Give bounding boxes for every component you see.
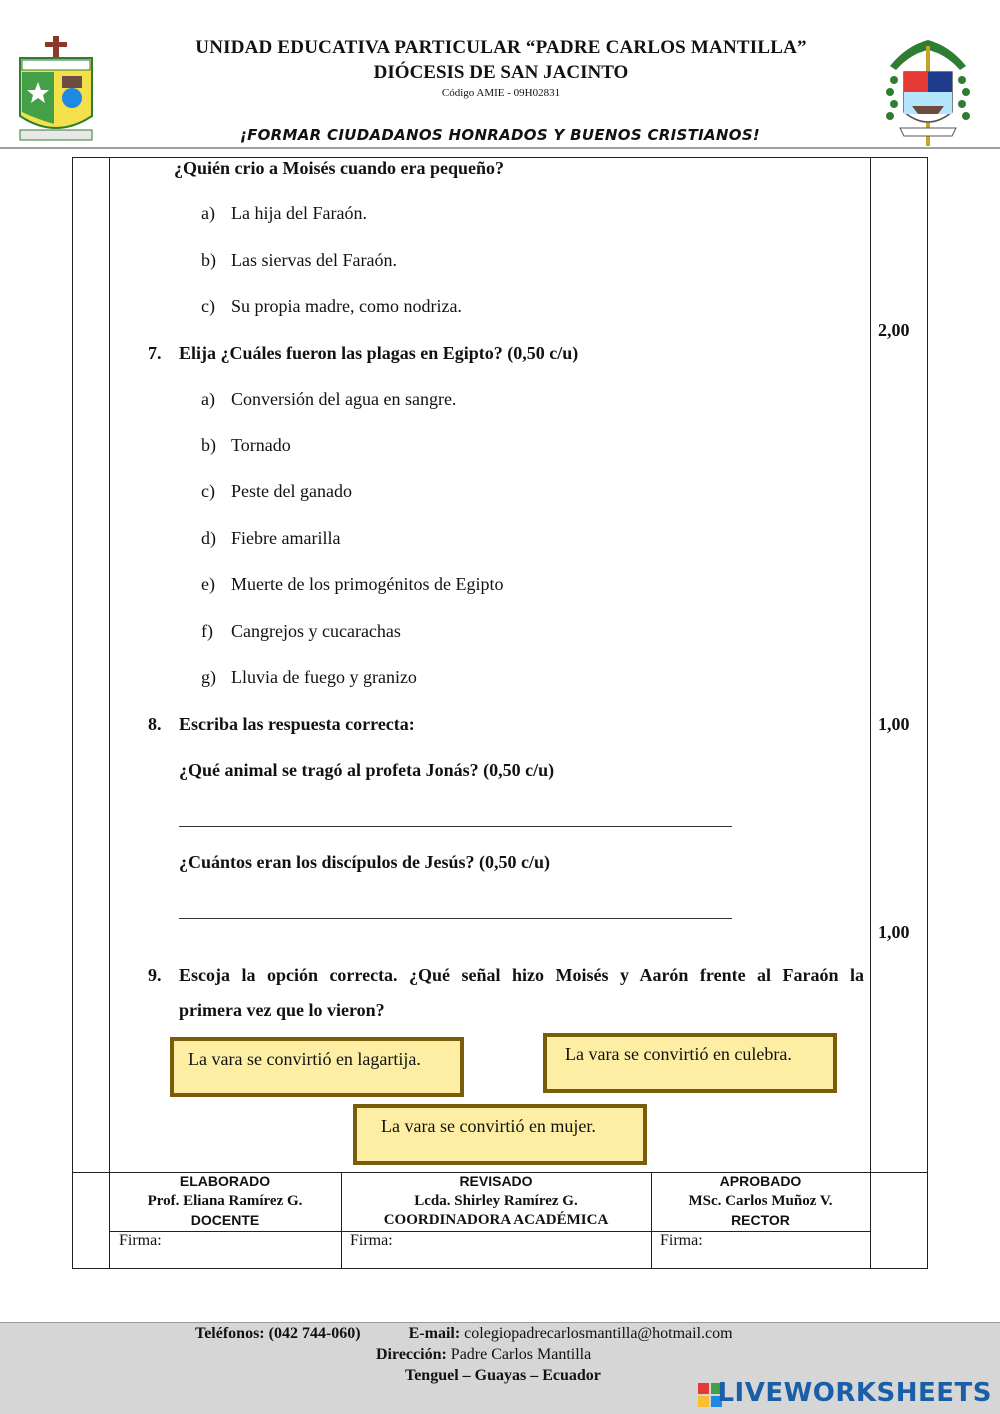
phone-label: Teléfonos: (195, 1325, 265, 1342)
question-body: Elija ¿Cuáles fueron las plagas en Egipto? (0,50 c/u) (179, 343, 579, 363)
table-border-right (927, 157, 928, 1269)
address-label: Dirección: (376, 1346, 447, 1363)
school-crest-left (14, 36, 98, 146)
q7-option-f[interactable] (201, 621, 401, 642)
option-letter: a) (201, 389, 215, 409)
question-body: Escoja la opción correcta. ¿Qué señal hizo Moisés y Aarón frente al Faraón la (179, 965, 864, 985)
choice-mujer[interactable]: La vara se convirtió en mujer. (353, 1104, 647, 1165)
option-letter: b) (201, 435, 216, 455)
option-text: Las siervas del Faraón. (231, 250, 397, 270)
option-letter: d) (201, 528, 216, 548)
option-text: Cangrejos y cucarachas (231, 621, 401, 641)
firma-label-aprobado: Firma: (660, 1232, 703, 1249)
diocese-crest-right (880, 36, 976, 148)
option-text: Fiebre amarilla (231, 528, 341, 548)
option-letter: c) (201, 296, 215, 316)
footer-location: Tenguel – Guayas – Ecuador (405, 1367, 601, 1384)
amie-code: Código AMIE - 09H02831 (441, 87, 561, 99)
address-value: Padre Carlos Mantilla (450, 1346, 592, 1363)
option-letter: a) (201, 203, 215, 223)
school-motto: ¡FORMAR CIUDADANOS HONRADOS Y BUENOS CRISTIANOS! (239, 126, 761, 144)
q7-option-e[interactable] (201, 574, 503, 595)
q7-option-b[interactable] (201, 435, 291, 456)
option-letter: c) (201, 481, 215, 501)
q7-option-g[interactable] (201, 667, 417, 688)
table-border-left (72, 157, 73, 1269)
table-border-score (870, 157, 871, 1269)
option-letter: f) (201, 621, 213, 641)
option-text: La hija del Faraón. (231, 203, 367, 223)
answer-line-2[interactable] (179, 918, 732, 919)
question-number: 9. (148, 965, 162, 985)
question-body: Escriba las respuesta correcta: (179, 714, 415, 734)
option-letter: b) (201, 250, 216, 270)
table-border-inner-left (109, 157, 110, 1269)
table-border-bottom (72, 1268, 928, 1269)
question-9-line1 (148, 965, 864, 986)
q6-option-c[interactable] (201, 296, 462, 317)
question-8-sub1: ¿Qué animal se tragó al profeta Jonás? (0,50 c/u) (179, 760, 555, 780)
sig-revisado-role: COORDINADORA ACADÉMICA (383, 1212, 609, 1228)
footer-address-line (376, 1346, 591, 1364)
diocese-name: DIÓCESIS DE SAN JACINTO (373, 62, 629, 83)
sig-aprobado-heading: APROBADO (719, 1173, 802, 1189)
question-6-text: ¿Quién crio a Moisés cuando era pequeño? (174, 158, 505, 178)
option-text: Tornado (231, 435, 291, 455)
q7-option-d[interactable] (201, 528, 340, 549)
school-name: UNIDAD EDUCATIVA PARTICULAR “PADRE CARLOS MANTILLA” (195, 37, 807, 58)
choice-culebra[interactable]: La vara se convirtió en culebra. (543, 1033, 837, 1093)
firma-label-revisado: Firma: (350, 1232, 393, 1249)
q9-score: 1,00 (878, 922, 910, 942)
question-number: 7. (148, 343, 162, 363)
q7-option-a[interactable] (201, 389, 456, 410)
email-label: E-mail: (408, 1325, 461, 1342)
sig-aprobado-role: RECTOR (731, 1212, 790, 1228)
sig-firma-rule (109, 1231, 870, 1232)
question-7-text (148, 343, 578, 364)
option-text: Peste del ganado (231, 481, 352, 501)
answer-line-1[interactable] (179, 826, 732, 827)
phone-value: (042 744-060) (268, 1325, 361, 1342)
header-divider (0, 147, 1000, 149)
sig-elaborado-name: Prof. Eliana Ramírez G. (147, 1193, 303, 1209)
q6-option-b[interactable] (201, 250, 397, 271)
choice-lagartija[interactable]: La vara se convirtió en lagartija. (170, 1037, 464, 1097)
page-footer (0, 1322, 1000, 1414)
sig-aprobado-name: MSc. Carlos Muñoz V. (688, 1193, 833, 1209)
option-text: Su propia madre, como nodriza. (231, 296, 462, 316)
firma-label-elaborado: Firma: (119, 1232, 162, 1249)
liveworksheets-brand[interactable]: LIVEWORKSHEETS (717, 1378, 992, 1408)
q8-score: 1,00 (878, 714, 910, 734)
option-text: Lluvia de fuego y granizo (231, 667, 417, 687)
sig-elaborado-heading: ELABORADO (179, 1173, 271, 1189)
question-number: 8. (148, 714, 162, 734)
sig-revisado-name: Lcda. Shirley Ramírez G. (414, 1193, 578, 1209)
q7-option-c[interactable] (201, 481, 352, 502)
option-text: Muerte de los primogénitos de Egipto (231, 574, 504, 594)
q7-score: 2,00 (878, 320, 910, 340)
footer-contact-line (195, 1325, 733, 1343)
question-8-text (148, 714, 415, 735)
email-value[interactable]: colegiopadrecarlosmantilla@hotmail.com (464, 1325, 733, 1342)
option-letter: g) (201, 667, 216, 687)
sig-revisado-heading: REVISADO (459, 1173, 533, 1189)
option-text: Conversión del agua en sangre. (231, 389, 457, 409)
question-8-sub2: ¿Cuántos eran los discípulos de Jesús? (0,50 c/u) (179, 852, 551, 872)
question-9-line2: primera vez que lo vieron? (179, 1000, 385, 1020)
option-letter: e) (201, 574, 215, 594)
sig-elaborado-role: DOCENTE (190, 1212, 260, 1228)
q6-option-a[interactable] (201, 203, 367, 224)
